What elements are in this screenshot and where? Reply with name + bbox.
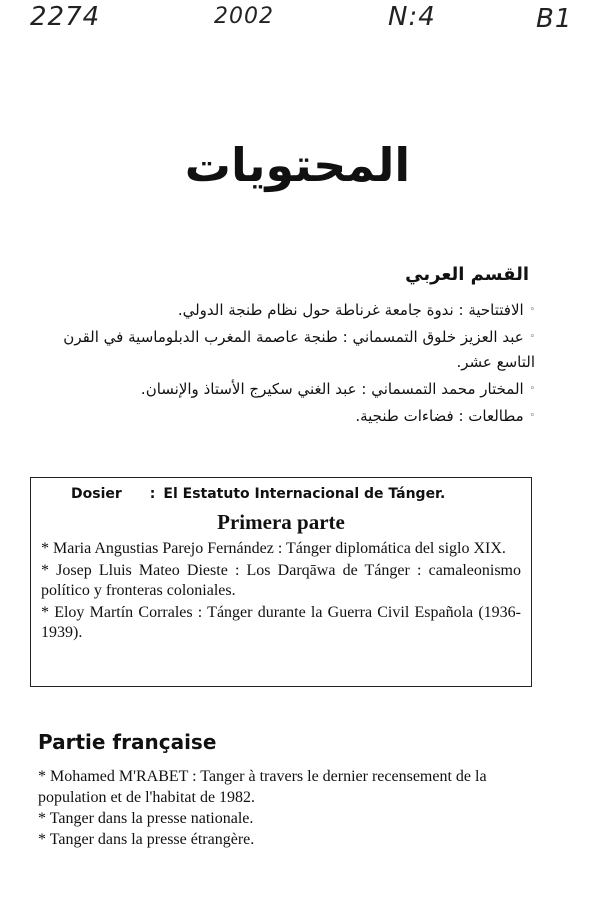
list-item: * Tanger dans la presse étrangère.	[38, 831, 255, 848]
dossier-title: El Estatuto Internacional de Tánger.	[163, 486, 446, 502]
bullet-icon: ◦	[529, 332, 535, 342]
french-contents-list	[38, 766, 528, 850]
list-item-text: مطالعات : فضاءات طنجية.	[355, 407, 524, 425]
list-item: * Maria Angustias Parejo Fernández : Tánger diplomática del siglo XIX.	[41, 540, 506, 557]
handwritten-year: 2002	[214, 4, 274, 29]
dossier-label: Dosier	[71, 486, 122, 502]
part-heading: Primera parte	[217, 510, 345, 534]
list-item	[45, 404, 535, 429]
handwritten-issue: N:4	[388, 2, 436, 32]
list-item: * Eloy Martín Corrales : Tánger durante la Guerra Civil Española (1936-1939).	[41, 604, 521, 641]
list-item-text: الافتتاحية : ندوة جامعة غرناطة حول نظام طنجة الدولي.	[177, 301, 524, 319]
dossier-heading	[41, 486, 521, 502]
list-item	[45, 298, 535, 323]
page-title: المحتويات	[184, 138, 411, 192]
handwritten-code: B1	[536, 4, 573, 34]
bullet-icon: ◦	[529, 305, 535, 315]
spanish-dossier-box	[30, 477, 532, 687]
french-section-heading: Partie française	[38, 730, 217, 754]
arabic-section-heading: القسم العربي	[405, 264, 529, 285]
list-item: * Tanger dans la presse nationale.	[38, 810, 254, 827]
list-item: * Josep Lluis Mateo Dieste : Los Darqāwa de Tánger : camaleonismo político y fronteras coloniales.	[41, 562, 521, 599]
bullet-icon: ◦	[529, 384, 535, 394]
bullet-icon: ◦	[529, 411, 535, 421]
handwritten-number: 2274	[30, 2, 101, 32]
list-item	[45, 377, 535, 402]
arabic-contents-list	[45, 298, 535, 431]
dossier-separator: :	[149, 486, 156, 502]
list-item	[45, 325, 535, 375]
list-item: * Mohamed M'RABET : Tanger à travers le dernier recensement de la population et de l'habitat de 1982.	[38, 768, 487, 806]
list-item-text: المختار محمد التمسماني : عبد الغني سكيرج الأستاذ والإنسان.	[140, 380, 524, 398]
list-item-text: عبد العزيز خلوق التمسماني : طنجة عاصمة المغرب الدبلوماسية في القرن التاسع عشر.	[63, 328, 535, 371]
